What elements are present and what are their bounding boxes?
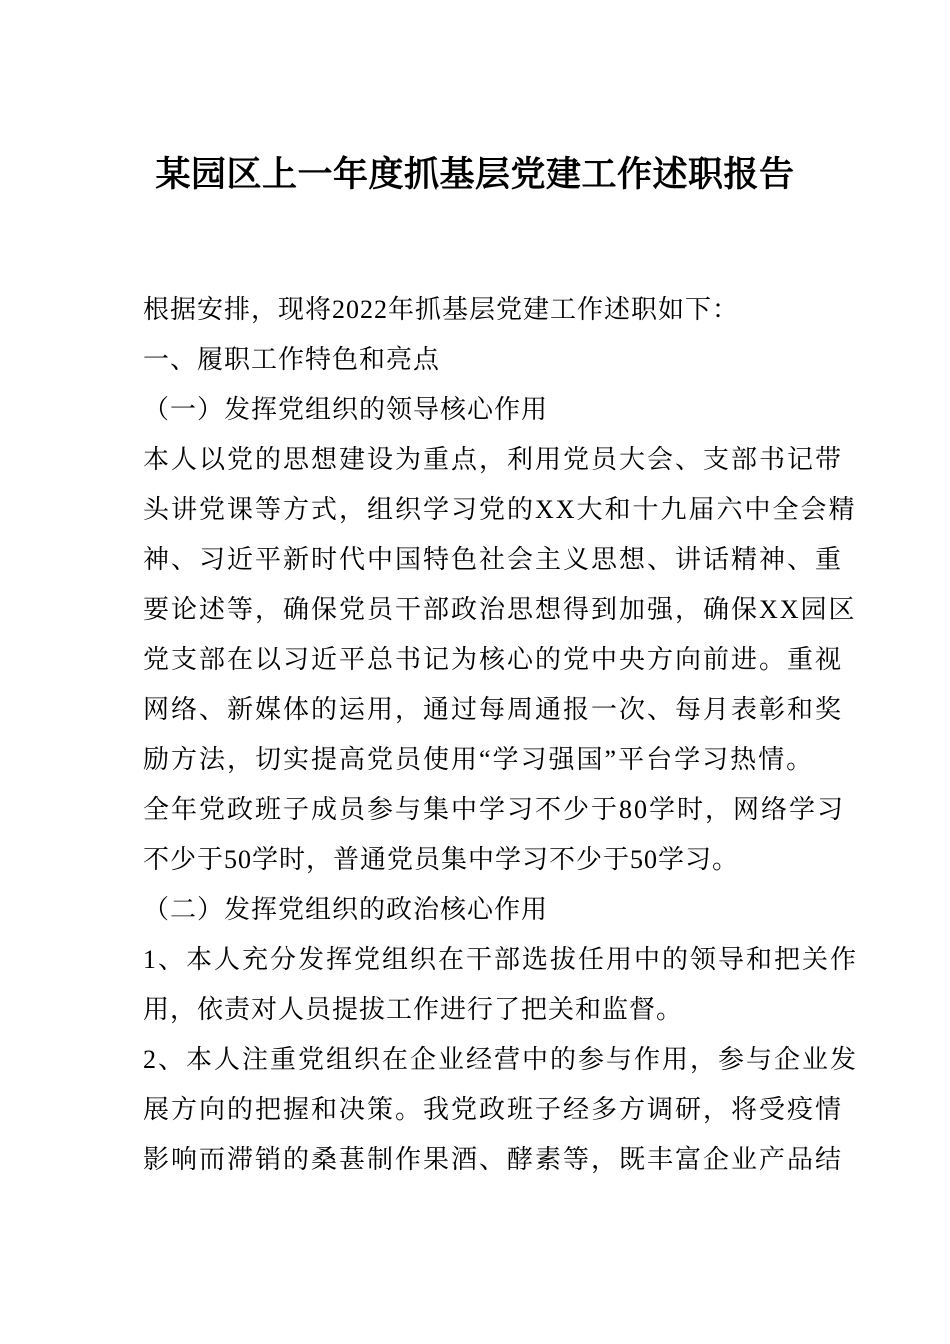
body-line: 本人以党的思想建设为重点，利用党员大会、支部书记带 <box>143 445 844 474</box>
body-line: 2、本人注重党组织在企业经营中的参与作用，参与企业发 <box>143 1045 859 1074</box>
body-line: 神、习近平新时代中国特色社会主义思想、讲话精神、重 <box>143 545 844 574</box>
body-line: 展方向的把握和决策。我党政班子经多方调研，将受疫情 <box>143 1095 844 1124</box>
body-line: 头讲党课等方式，组织学习党的XX大和十九届六中全会精 <box>143 495 857 524</box>
document-body <box>143 285 859 1185</box>
body-line: 全年党政班子成员参与集中学习不少于80学时，网络学习 <box>143 795 846 824</box>
document-title: 某园区上一年度抓基层党建工作述职报告 <box>155 155 795 194</box>
body-line: 网络、新媒体的运用，通过每周通报一次、每月表彰和奖 <box>143 695 844 724</box>
paragraph-intro-line: 根据安排，现将2022年抓基层党建工作述职如下： <box>143 295 740 324</box>
body-line: 要论述等，确保党员干部政治思想得到加强，确保XX园区 <box>143 595 857 624</box>
section-1-heading: 一、履职工作特色和亮点 <box>143 345 441 374</box>
body-line: 励方法，切实提高党员使用“学习强国”平台学习热情。 <box>143 745 815 774</box>
body-line: 不少于50学时，普通党员集中学习不少于50学习。 <box>143 845 740 874</box>
body-line: 1、本人充分发挥党组织在干部选拔任用中的领导和把关作 <box>143 945 859 974</box>
body-line: 影响而滞销的桑葚制作果酒、酵素等，既丰富企业产品结 <box>143 1145 844 1174</box>
subsection-1-1-heading: （一）发挥党组织的领导核心作用 <box>143 395 549 424</box>
subsection-1-2-heading: （二）发挥党组织的政治核心作用 <box>143 895 549 924</box>
body-line: 用，依责对人员提拔工作进行了把关和监督。 <box>143 995 684 1024</box>
body-line: 党支部在以习近平总书记为核心的党中央方向前进。重视 <box>143 645 844 674</box>
